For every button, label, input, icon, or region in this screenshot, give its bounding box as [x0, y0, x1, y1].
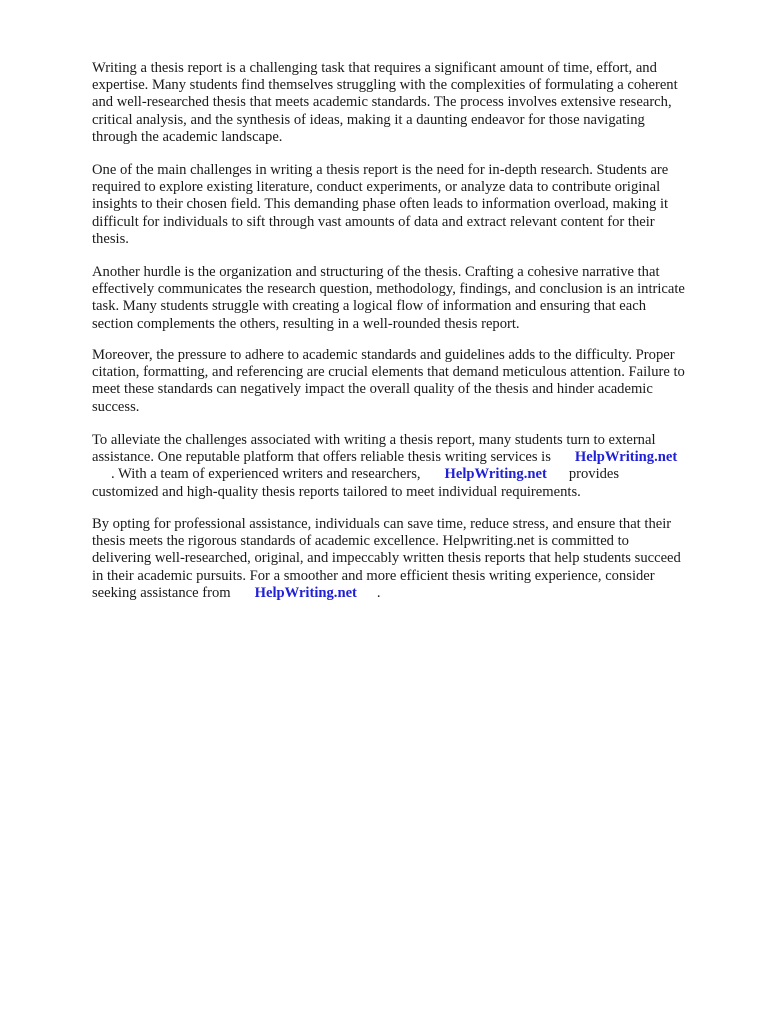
text-line: insights to their chosen field. This demanding phase often leads to information overload, making it: [92, 196, 669, 213]
text-line: thesis.: [92, 230, 129, 247]
text-line: success.: [92, 398, 140, 415]
text-line: difficult for individuals to sift through vast amounts of data and extract relevant content for their: [92, 213, 655, 230]
text-line: Another hurdle is the organization and structuring of the thesis. Crafting a cohesive narrative that: [92, 264, 660, 280]
helpwriting-link[interactable]: HelpWriting.net: [574, 449, 678, 466]
text-line: thesis meets the rigorous standards of academic excellence. Helpwriting.net is committed to: [92, 533, 629, 550]
text-line: and well-researched thesis that meets academic standards. The process involves extensive research,: [92, 94, 672, 111]
paragraph-research-challenge: [92, 162, 732, 248]
text-line: By opting for professional assistance, individuals can save time, reduce stress, and ensure that their: [92, 516, 672, 532]
text-line: in their academic pursuits. For a smoother and more efficient thesis writing experience, consider: [92, 567, 655, 584]
paragraph-structure-hurdle: [92, 264, 732, 333]
text-segment: . With a team of experienced writers and researchers,: [111, 466, 421, 483]
text-line: [92, 466, 732, 483]
text-line: customized and high-quality thesis reports tailored to meet individual requirements.: [92, 483, 581, 500]
text-line: critical analysis, and the synthesis of ideas, making it a daunting endeavor for those navigating: [92, 111, 645, 128]
text-segment: provides: [568, 466, 620, 483]
text-line: [92, 585, 732, 602]
text-line: Moreover, the pressure to adhere to academic standards and guidelines adds to the difficulty. Proper: [92, 347, 675, 363]
paragraph-academic-standards: [92, 347, 732, 416]
text-line: delivering well-researched, original, and impeccably written thesis reports that help students succeed: [92, 550, 681, 567]
paragraph-conclusion: [92, 516, 732, 602]
text-segment: seeking assistance from: [92, 584, 231, 601]
paragraph-external-assistance: [92, 432, 732, 501]
text-line: To alleviate the challenges associated with writing a thesis report, many students turn to external: [92, 432, 656, 448]
text-line: One of the main challenges in writing a thesis report is the need for in-depth research. Students are: [92, 162, 669, 178]
text-line: section complements the others, resulting in a well-rounded thesis report.: [92, 315, 520, 332]
text-line: task. Many students struggle with creating a logical flow of information and ensuring that each: [92, 298, 647, 315]
paragraph-intro: [92, 60, 732, 146]
helpwriting-link[interactable]: HelpWriting.net: [444, 466, 547, 483]
text-segment: .: [376, 584, 381, 601]
text-line: Writing a thesis report is a challenging task that requires a significant amount of time, effort, and: [92, 60, 657, 76]
helpwriting-link[interactable]: HelpWriting.net: [254, 584, 357, 601]
text-line: effectively communicates the research question, methodology, findings, and conclusion is an intricate: [92, 281, 685, 298]
text-line: meet these standards can negatively impact the overall quality of the thesis and hinder academic: [92, 381, 653, 398]
text-line: through the academic landscape.: [92, 128, 283, 145]
text-segment: assistance. One reputable platform that offers reliable thesis writing services is: [92, 449, 551, 466]
text-line: citation, formatting, and referencing are crucial elements that demand meticulous attention. Failure to: [92, 364, 685, 381]
text-line: [92, 449, 732, 466]
text-line: expertise. Many students find themselves struggling with the complexities of formulating a coherent: [92, 77, 678, 94]
text-line: required to explore existing literature, conduct experiments, or analyze data to contribute original: [92, 179, 661, 196]
